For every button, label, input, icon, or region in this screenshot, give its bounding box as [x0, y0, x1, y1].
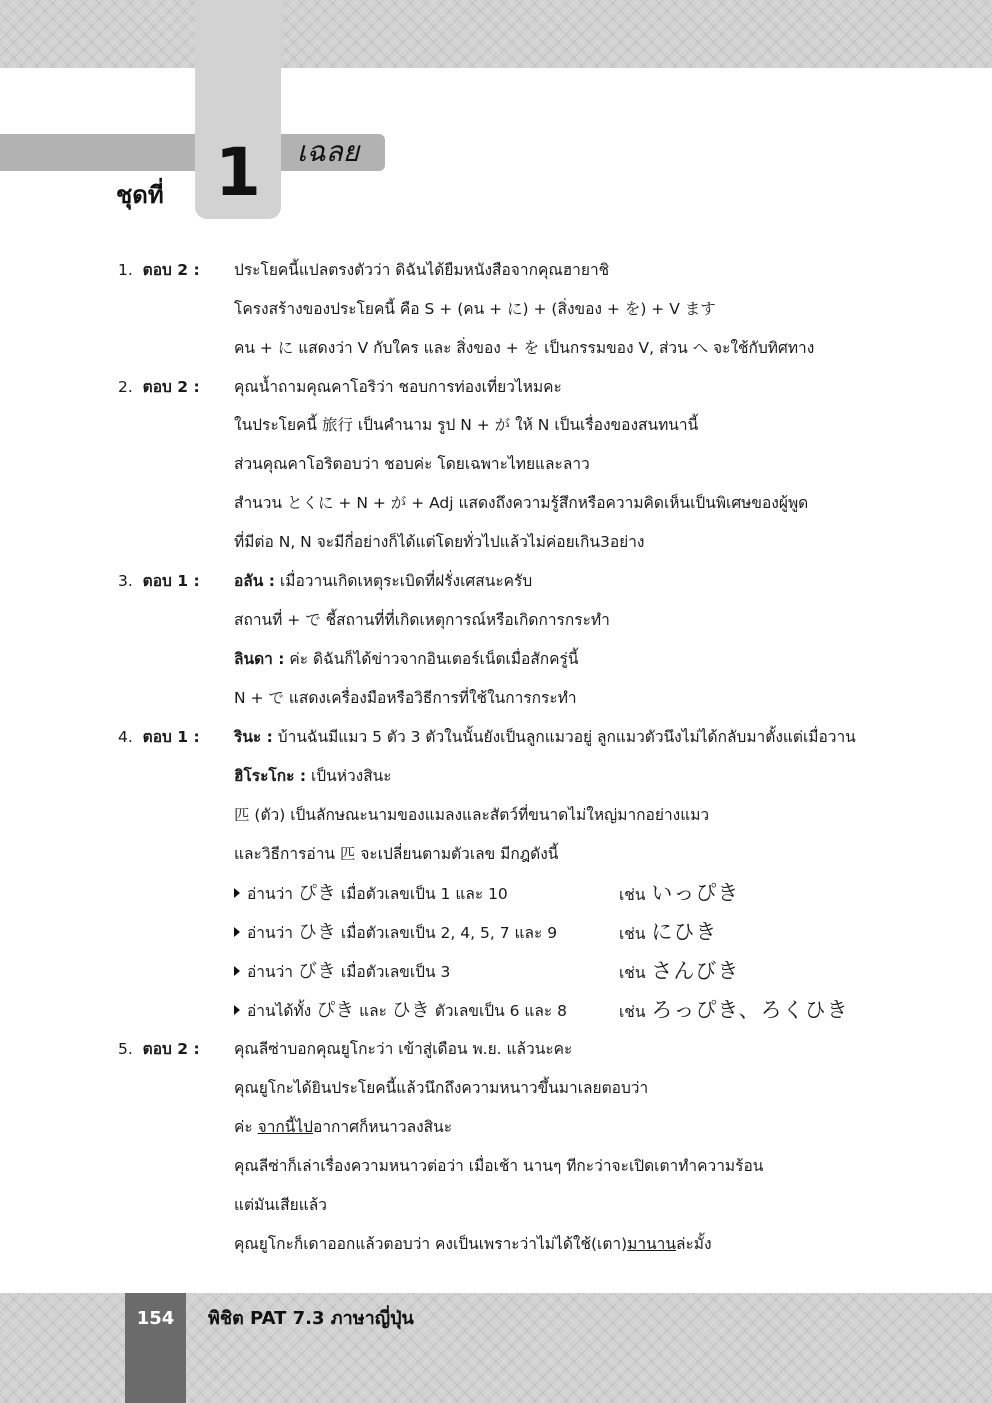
explanation-line: ส่วนคุณคาโอริตอบว่า ชอบค่ะ โดยเฉพาะไทยและลาว: [234, 455, 590, 473]
bullet-arrow-icon: [234, 966, 240, 976]
explanation-line: ในประโยคนี้ 旅行 เป็นคำนาม รูป N + が ให้ N เป็นเรื่องของสนทนานี้: [234, 416, 699, 434]
underlined-phrase: มานาน: [627, 1235, 676, 1253]
explanation-line: คน + に แสดงว่า V กับใคร และ สิ่งของ + を เป็นกรรมของ V, ส่วน へ จะใช้กับทิศทาง: [234, 339, 815, 357]
explanation-line: คุณยูโกะได้ยินประโยคนี้แล้วนึกถึงความหนาวขึ้นมาเลยตอบว่า: [234, 1079, 649, 1097]
dialogue-line: อลัน : เมื่อวานเกิดเหตุระเบิดที่ฝรั่งเศสนะครับ: [234, 572, 533, 590]
page-number-box: [125, 1293, 186, 1403]
book-title: พิชิต PAT 7.3 ภาษาญี่ปุ่น: [208, 1308, 414, 1329]
set-number: 1: [215, 134, 261, 211]
dialogue-line: รินะ : บ้านฉันมีแมว 5 ตัว 3 ตัวในนั้นยังเป็นลูกแมวอยู่ ลูกแมวตัวนึงไม่ได้กลับมาตั้งแต่เมื่อวาน: [234, 728, 856, 746]
explanation-line: คุณน้ำถามคุณคาโอริว่า ชอบการท่องเที่ยวไหมคะ: [234, 378, 562, 396]
question-number-label: 3. ตอบ 1 :: [118, 572, 200, 590]
speaker-name: อลัน :: [234, 572, 275, 590]
answer-label: เฉลย: [297, 135, 360, 168]
question-number-label: 1. ตอบ 2 :: [118, 261, 200, 279]
explanation-line: ค่ะ จากนี้ไปอากาศก็หนาวลงสินะ: [234, 1118, 453, 1136]
set-label: ชุดที่: [116, 181, 164, 209]
question-number-label: 2. ตอบ 2 :: [118, 378, 200, 396]
dialogue-line: ลินดา : ค่ะ ดิฉันก็ได้ข่าวจากอินเตอร์เน็ตเมื่อสักครู่นี้: [234, 650, 579, 668]
bullet-arrow-icon: [234, 927, 240, 937]
underlined-phrase: จากนี้ไป: [257, 1118, 314, 1136]
reading-example: เช่น さんびき: [619, 959, 740, 983]
speaker-name: ฮิโระโกะ :: [234, 767, 307, 785]
explanation-line: N + で แสดงเครื่องมือหรือวิธีการที่ใช้ในการกระทำ: [234, 689, 577, 707]
dialogue-line: ฮิโระโกะ : เป็นห่วงสินะ: [234, 767, 392, 785]
reading-rule-item: อ่านว่า ぴき เมื่อตัวเลขเป็น 1 และ 10: [234, 881, 508, 906]
explanation-line: 匹 (ตัว) เป็นลักษณะนามของแมลงและสัตว์ที่ขนาดไม่ใหญ่มากอย่างแมว: [234, 806, 710, 824]
reading-rule-item: อ่านว่า ひき เมื่อตัวเลขเป็น 2, 4, 5, 7 และ 9: [234, 920, 557, 945]
set-number-tab: [195, 0, 281, 219]
explanation-line: และวิธีการอ่าน 匹 จะเปลี่ยนตามตัวเลข มีกฎดังนี้: [234, 845, 559, 863]
explanation-line: แต่มันเสียแล้ว: [234, 1196, 327, 1214]
answer-choice: ตอบ 2 :: [142, 1040, 200, 1058]
answer-choice: ตอบ 1 :: [142, 728, 200, 746]
explanation-line: โครงสร้างของประโยคนี้ คือ S + (คน + に) + (สิ่งของ + を) + V ます: [234, 300, 716, 318]
answer-choice: ตอบ 2 :: [142, 261, 200, 279]
explanation-line: คุณยูโกะก็เดาออกแล้วตอบว่า คงเป็นเพราะว่าไม่ได้ใช้(เตา)มานานล่ะมั้ง: [234, 1235, 712, 1253]
bullet-arrow-icon: [234, 1005, 240, 1015]
speaker-name: ลินดา :: [234, 650, 285, 668]
explanation-line: ที่มีต่อ N, N จะมีกี่อย่างก็ได้แต่โดยทั่วไปแล้วไม่ค่อยเกิน3อย่าง: [234, 533, 645, 551]
explanation-line: สำนวน とくに + N + が + Adj แสดงถึงความรู้สึกหรือความคิดเห็นเป็นพิเศษของผู้พูด: [234, 494, 809, 512]
explanation-line: ประโยคนี้แปลตรงตัวว่า ดิฉันได้ยืมหนังสือจากคุณฮายาชิ: [234, 261, 610, 279]
explanation-line: สถานที่ + で ชี้สถานที่ที่เกิดเหตุการณ์หรือเกิดการกระทำ: [234, 611, 610, 629]
explanation-line: คุณลีซ่าบอกคุณยูโกะว่า เข้าสู่เดือน พ.ย. แล้วนะคะ: [234, 1040, 573, 1058]
answer-choice: ตอบ 1 :: [142, 572, 200, 590]
reading-example: เช่น ろっぴき、ろくひき: [619, 998, 849, 1022]
header-bar-left: [0, 134, 196, 171]
answer-choice: ตอบ 2 :: [142, 378, 200, 396]
page-number: 154: [136, 1308, 175, 1329]
reading-rule-item: อ่านได้ทั้ง ぴき และ ひき ตัวเลขเป็น 6 และ 8: [234, 998, 567, 1023]
answer-tab: [281, 134, 385, 171]
question-number-label: 5. ตอบ 2 :: [118, 1040, 200, 1058]
question-number-label: 4. ตอบ 1 :: [118, 728, 200, 746]
bullet-arrow-icon: [234, 888, 240, 898]
explanation-line: คุณลีซ่าก็เล่าเรื่องความหนาวต่อว่า เมื่อเช้า นานๆ ทีกะว่าจะเปิดเตาทำความร้อน: [234, 1157, 764, 1175]
reading-example: เช่น いっぴき: [619, 881, 740, 905]
reading-example: เช่น にひき: [619, 920, 718, 944]
speaker-name: รินะ :: [234, 728, 273, 746]
reading-rule-item: อ่านว่า びき เมื่อตัวเลขเป็น 3: [234, 959, 450, 984]
top-decorative-band: [0, 0, 992, 68]
